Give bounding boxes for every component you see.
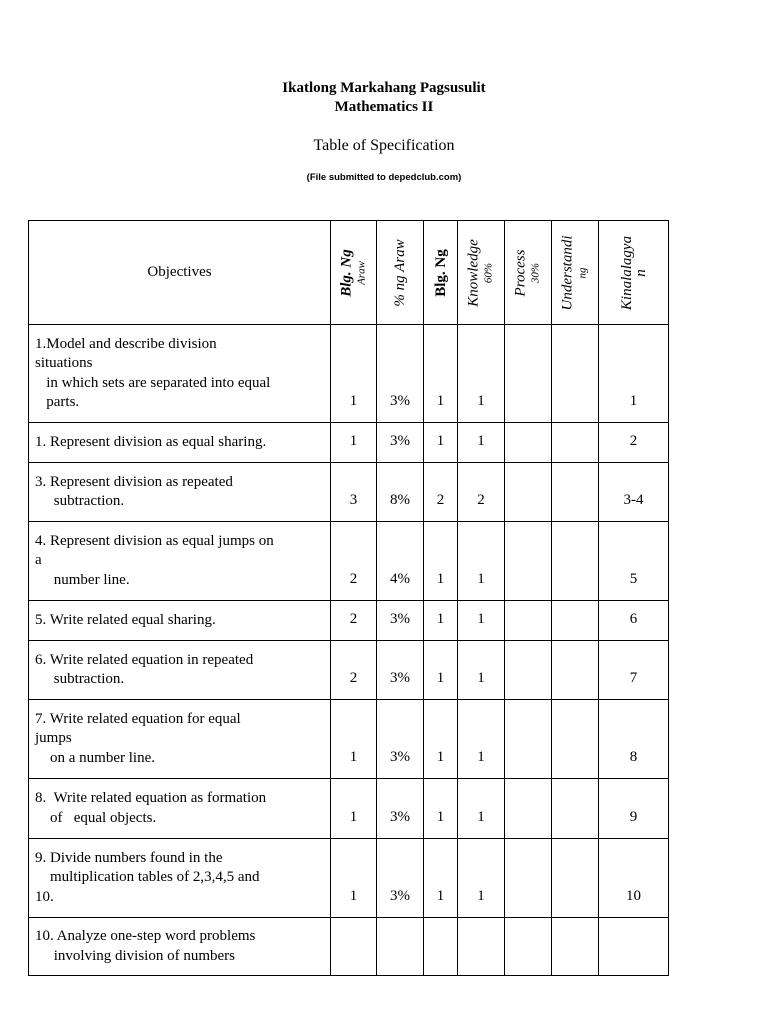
- table-row: [29, 700, 669, 779]
- cell-percent: 4%: [377, 522, 424, 601]
- cell-knowledge: 1: [458, 700, 505, 779]
- header-process-label: Process: [512, 249, 529, 296]
- cell-objective: [29, 700, 331, 779]
- cell-knowledge: [458, 918, 505, 976]
- objective-line: a: [35, 552, 42, 569]
- objective-line: 9. Divide numbers found in the: [35, 849, 223, 866]
- cell-objective: [29, 839, 331, 918]
- cell-percent: 3%: [377, 700, 424, 779]
- objective-line: 10. Analyze one-step word problems: [35, 928, 256, 944]
- header-blg-ng-araw-sub: Araw: [355, 260, 367, 285]
- header-understanding-sub: ng: [576, 267, 589, 278]
- table-row: [29, 325, 669, 423]
- cell-understanding: [552, 423, 599, 463]
- document-subject: Mathematics II: [334, 99, 434, 115]
- cell-percent: 3%: [377, 325, 424, 423]
- cell-process: [505, 918, 552, 976]
- cell-placement: 10: [599, 839, 669, 918]
- header-process-sub: 30%: [529, 262, 542, 283]
- cell-understanding: [552, 601, 599, 641]
- cell-objective: [29, 325, 331, 423]
- objective-line: number line.: [35, 571, 130, 588]
- header-objectives: Objectives: [29, 221, 331, 325]
- cell-days: 1: [331, 839, 377, 918]
- objective-line: 5. Write related equal sharing.: [35, 611, 216, 628]
- cell-understanding: [552, 463, 599, 522]
- objective-line: jumps: [35, 730, 72, 747]
- cell-placement: 7: [599, 641, 669, 700]
- objective-line: parts.: [35, 394, 80, 410]
- header-kinalalagyan-sub: n: [632, 268, 649, 277]
- cell-placement: 5: [599, 522, 669, 601]
- table-row: [29, 601, 669, 641]
- cell-process: [505, 522, 552, 601]
- cell-knowledge: 1: [458, 641, 505, 700]
- objective-line: multiplication tables of 2,3,4,5 and: [35, 869, 260, 886]
- header-kinalalagyan: [599, 221, 669, 325]
- cell-understanding: [552, 522, 599, 601]
- header-blg-ng: [424, 221, 458, 325]
- objective-line: 8. Write related equation as formation: [35, 790, 267, 806]
- cell-process: [505, 641, 552, 700]
- cell-objective: [29, 641, 331, 700]
- cell-process: [505, 325, 552, 423]
- cell-percent: [377, 918, 424, 976]
- cell-items: 2: [424, 463, 458, 522]
- objective-line: 10.: [35, 888, 54, 905]
- cell-days: 2: [331, 522, 377, 601]
- cell-placement: 6: [599, 601, 669, 641]
- header-blg-ng-araw-label: Blg. Ng: [338, 248, 354, 297]
- cell-days: 1: [331, 423, 377, 463]
- cell-understanding: [552, 779, 599, 839]
- cell-understanding: [552, 700, 599, 779]
- header-blg-ng-araw: [331, 221, 377, 325]
- cell-items: 1: [424, 522, 458, 601]
- table-row: [29, 918, 669, 976]
- objective-line: 6. Write related equation in repeated: [35, 651, 254, 668]
- cell-objective: [29, 423, 331, 463]
- cell-knowledge: 1: [458, 325, 505, 423]
- objective-line: 7. Write related equation for equal: [35, 710, 241, 727]
- cell-knowledge: 1: [458, 601, 505, 641]
- cell-knowledge: 1: [458, 522, 505, 601]
- cell-process: [505, 700, 552, 779]
- cell-placement: [599, 918, 669, 976]
- cell-percent: 8%: [377, 463, 424, 522]
- table-row: [29, 522, 669, 601]
- document-title: Ikatlong Markahang Pagsusulit: [282, 80, 486, 96]
- cell-understanding: [552, 918, 599, 976]
- cell-days: 1: [331, 700, 377, 779]
- specification-table: [28, 220, 669, 976]
- cell-items: 1: [424, 325, 458, 423]
- objective-line: involving division of numbers: [35, 947, 235, 964]
- objective-line: 3. Represent division as repeated: [35, 473, 233, 490]
- cell-percent: 3%: [377, 839, 424, 918]
- cell-objective: [29, 601, 331, 641]
- cell-understanding: [552, 641, 599, 700]
- cell-items: 1: [424, 700, 458, 779]
- header-knowledge-label: Knowledge: [465, 238, 482, 307]
- objective-line: on a number line.: [35, 749, 155, 766]
- cell-objective: [29, 918, 331, 976]
- cell-knowledge: 2: [458, 463, 505, 522]
- objective-line: 1. Represent division as equal sharing.: [35, 433, 267, 450]
- header-blg-ng-label: Blg. Ng: [432, 248, 449, 297]
- table-row: [29, 779, 669, 839]
- objective-line: 4. Represent division as equal jumps on: [35, 532, 274, 549]
- cell-process: [505, 779, 552, 839]
- objective-line: in which sets are separated into equal: [35, 374, 271, 391]
- header-knowledge: [458, 221, 505, 325]
- cell-knowledge: 1: [458, 779, 505, 839]
- cell-items: 1: [424, 779, 458, 839]
- table-row: [29, 423, 669, 463]
- objective-line: subtraction.: [35, 493, 125, 509]
- objective-line: of equal objects.: [35, 809, 157, 826]
- header-understanding: [552, 221, 599, 325]
- objective-line: situations: [35, 355, 93, 371]
- cell-items: 1: [424, 601, 458, 641]
- objective-line: 1.Model and describe division: [35, 335, 217, 352]
- cell-process: [505, 601, 552, 641]
- cell-items: 1: [424, 423, 458, 463]
- cell-days: 1: [331, 779, 377, 839]
- cell-process: [505, 423, 552, 463]
- header-understanding-label: Understandi: [559, 235, 576, 310]
- cell-placement: 8: [599, 700, 669, 779]
- cell-days: 2: [331, 601, 377, 641]
- cell-knowledge: 1: [458, 423, 505, 463]
- objective-line: subtraction.: [35, 671, 125, 687]
- cell-objective: [29, 779, 331, 839]
- cell-percent: 3%: [377, 423, 424, 463]
- header-kinalalagyan-label: Kinalalagya: [618, 235, 635, 310]
- cell-placement: 9: [599, 779, 669, 839]
- cell-percent: 3%: [377, 779, 424, 839]
- cell-knowledge: 1: [458, 839, 505, 918]
- cell-percent: 3%: [377, 601, 424, 641]
- cell-placement: 2: [599, 423, 669, 463]
- header-knowledge-sub: 60%: [482, 262, 495, 283]
- cell-items: 1: [424, 839, 458, 918]
- cell-placement: 3-4: [599, 463, 669, 522]
- cell-days: 1: [331, 325, 377, 423]
- header-process: [505, 221, 552, 325]
- cell-days: 2: [331, 641, 377, 700]
- cell-process: [505, 463, 552, 522]
- cell-objective: [29, 463, 331, 522]
- table-header-row: [29, 221, 669, 325]
- source-note: (File submitted to depedclub.com): [306, 172, 462, 183]
- cell-days: 3: [331, 463, 377, 522]
- cell-placement: 1: [599, 325, 669, 423]
- cell-process: [505, 839, 552, 918]
- cell-days: [331, 918, 377, 976]
- header-percent-araw: [377, 221, 424, 325]
- header-percent-araw-label: % ng Araw: [392, 238, 408, 307]
- cell-percent: 3%: [377, 641, 424, 700]
- cell-understanding: [552, 325, 599, 423]
- table-row: [29, 463, 669, 522]
- table-row: [29, 839, 669, 918]
- document-subtitle: Table of Specification: [313, 137, 455, 154]
- cell-items: 1: [424, 641, 458, 700]
- cell-objective: [29, 522, 331, 601]
- cell-understanding: [552, 839, 599, 918]
- cell-items: [424, 918, 458, 976]
- table-row: [29, 641, 669, 700]
